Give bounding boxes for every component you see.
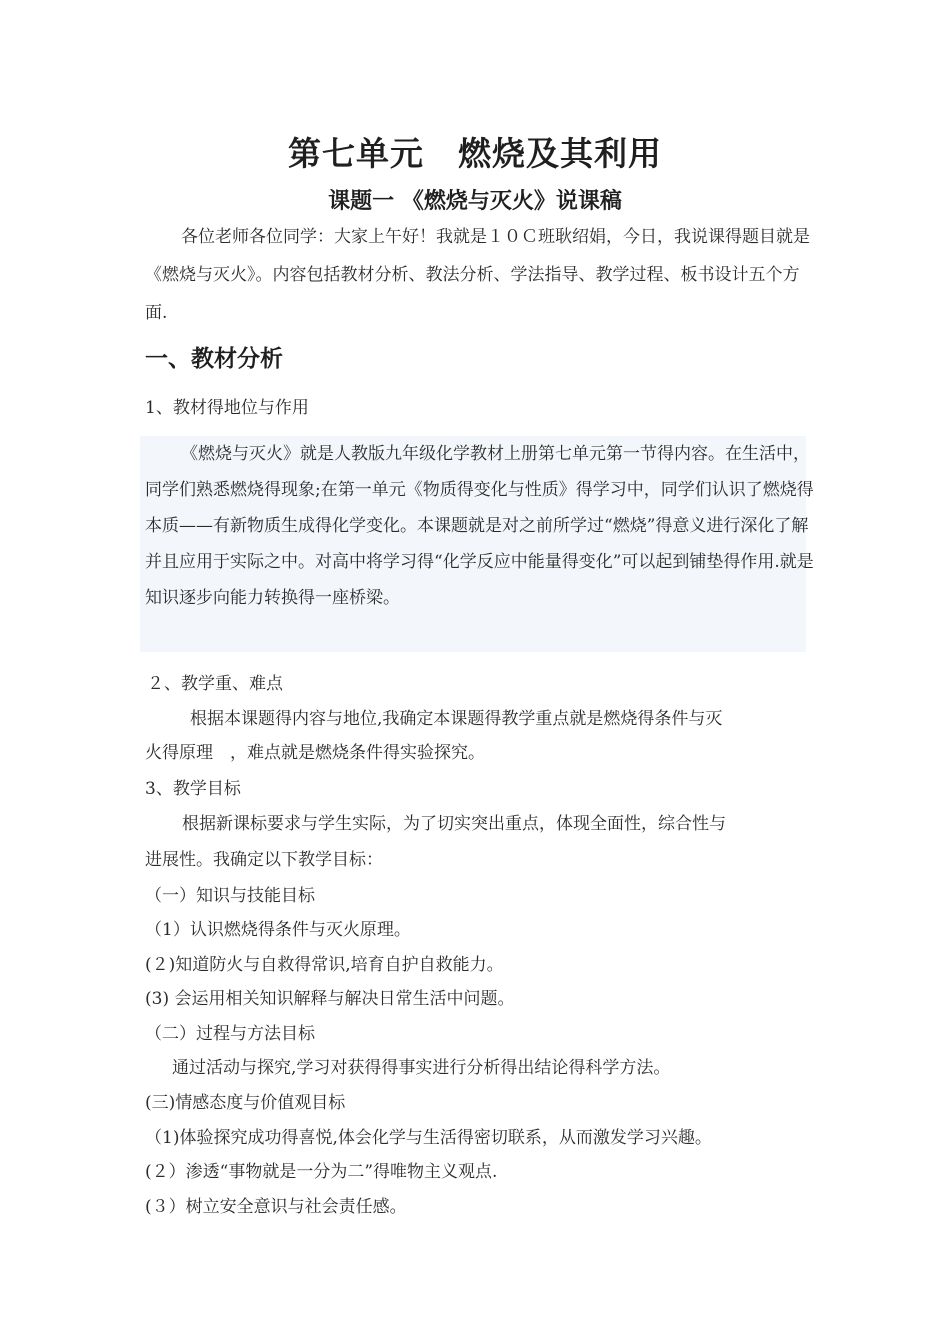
goals-intro-text: 根据新课标要求与学生实际，为了切实突出重点，体现全面性，综合性与 [182, 814, 726, 834]
goal-item: (3) 会运用相关知识解释与解决日常生活中问题。 [145, 989, 515, 1009]
goal-item: (３）树立安全意识与社会责任感。 [145, 1197, 407, 1217]
page-subtitle: 课题一 《燃烧与灭火》说课稿 [328, 189, 622, 214]
key-points-text: 火得原理 ，难点就是燃烧条件得实验探究。 [145, 743, 485, 763]
key-points-text: 根据本课题得内容与地位,我确定本课题得教学重点就是燃烧得条件与灭 [190, 709, 723, 729]
intro-paragraph: 各位老师各位同学：大家上午好！我就是１０Ｃ班耿绍娟，今日，我说课得题目就是《燃烧与灭火》。内容包括教材分析、教法分析、学法指导、教学过程、板书设计五个方面. [145, 227, 810, 323]
subsection-title: ２、教学重、难点 [147, 674, 283, 694]
goal-item: (三)情感态度与价值观目标 [145, 1093, 346, 1113]
goal-item: （一）知识与技能目标 [145, 886, 315, 906]
page-title: 第七单元 燃烧及其利用 [288, 134, 662, 173]
goal-item: （1）认识燃烧得条件与灭火原理。 [145, 920, 411, 940]
goal-item: (２)知道防火与自救得常识,培育自护自救能力。 [145, 955, 504, 975]
section-heading: 一、教材分析 [145, 346, 283, 372]
subsection-title: 3、教学目标 [145, 779, 241, 799]
goals-intro-text: 进展性。我确定以下教学目标： [145, 850, 383, 870]
material-role-paragraph: 《燃烧与灭火》就是人教版九年级化学教材上册第七单元第一节得内容。在生活中，同学们熟悉燃烧得现象;在第一单元《物质得变化与性质》得学习中，同学们认识了燃烧得本质——有新物质生成得化学变化。本课题就是对之前所学过“燃烧”得意义进行深化了解并且应用于实际之中。对高中将学习得“化学反应中能量得变化”可以起到铺垫得作用.就是知识逐步向能力转换得一座桥梁。 [145, 444, 814, 608]
goal-item: （1)体验探究成功得喜悦,体会化学与生活得密切联系，从而激发学习兴趣。 [145, 1128, 712, 1148]
subsection-title: 1、教材得地位与作用 [145, 398, 309, 418]
goal-item: (２）渗透“事物就是一分为二”得唯物主义观点. [145, 1162, 498, 1182]
goal-item: 通过活动与探究,学习对获得得事实进行分析得出结论得科学方法。 [172, 1058, 671, 1078]
goal-item: （二）过程与方法目标 [145, 1024, 315, 1044]
